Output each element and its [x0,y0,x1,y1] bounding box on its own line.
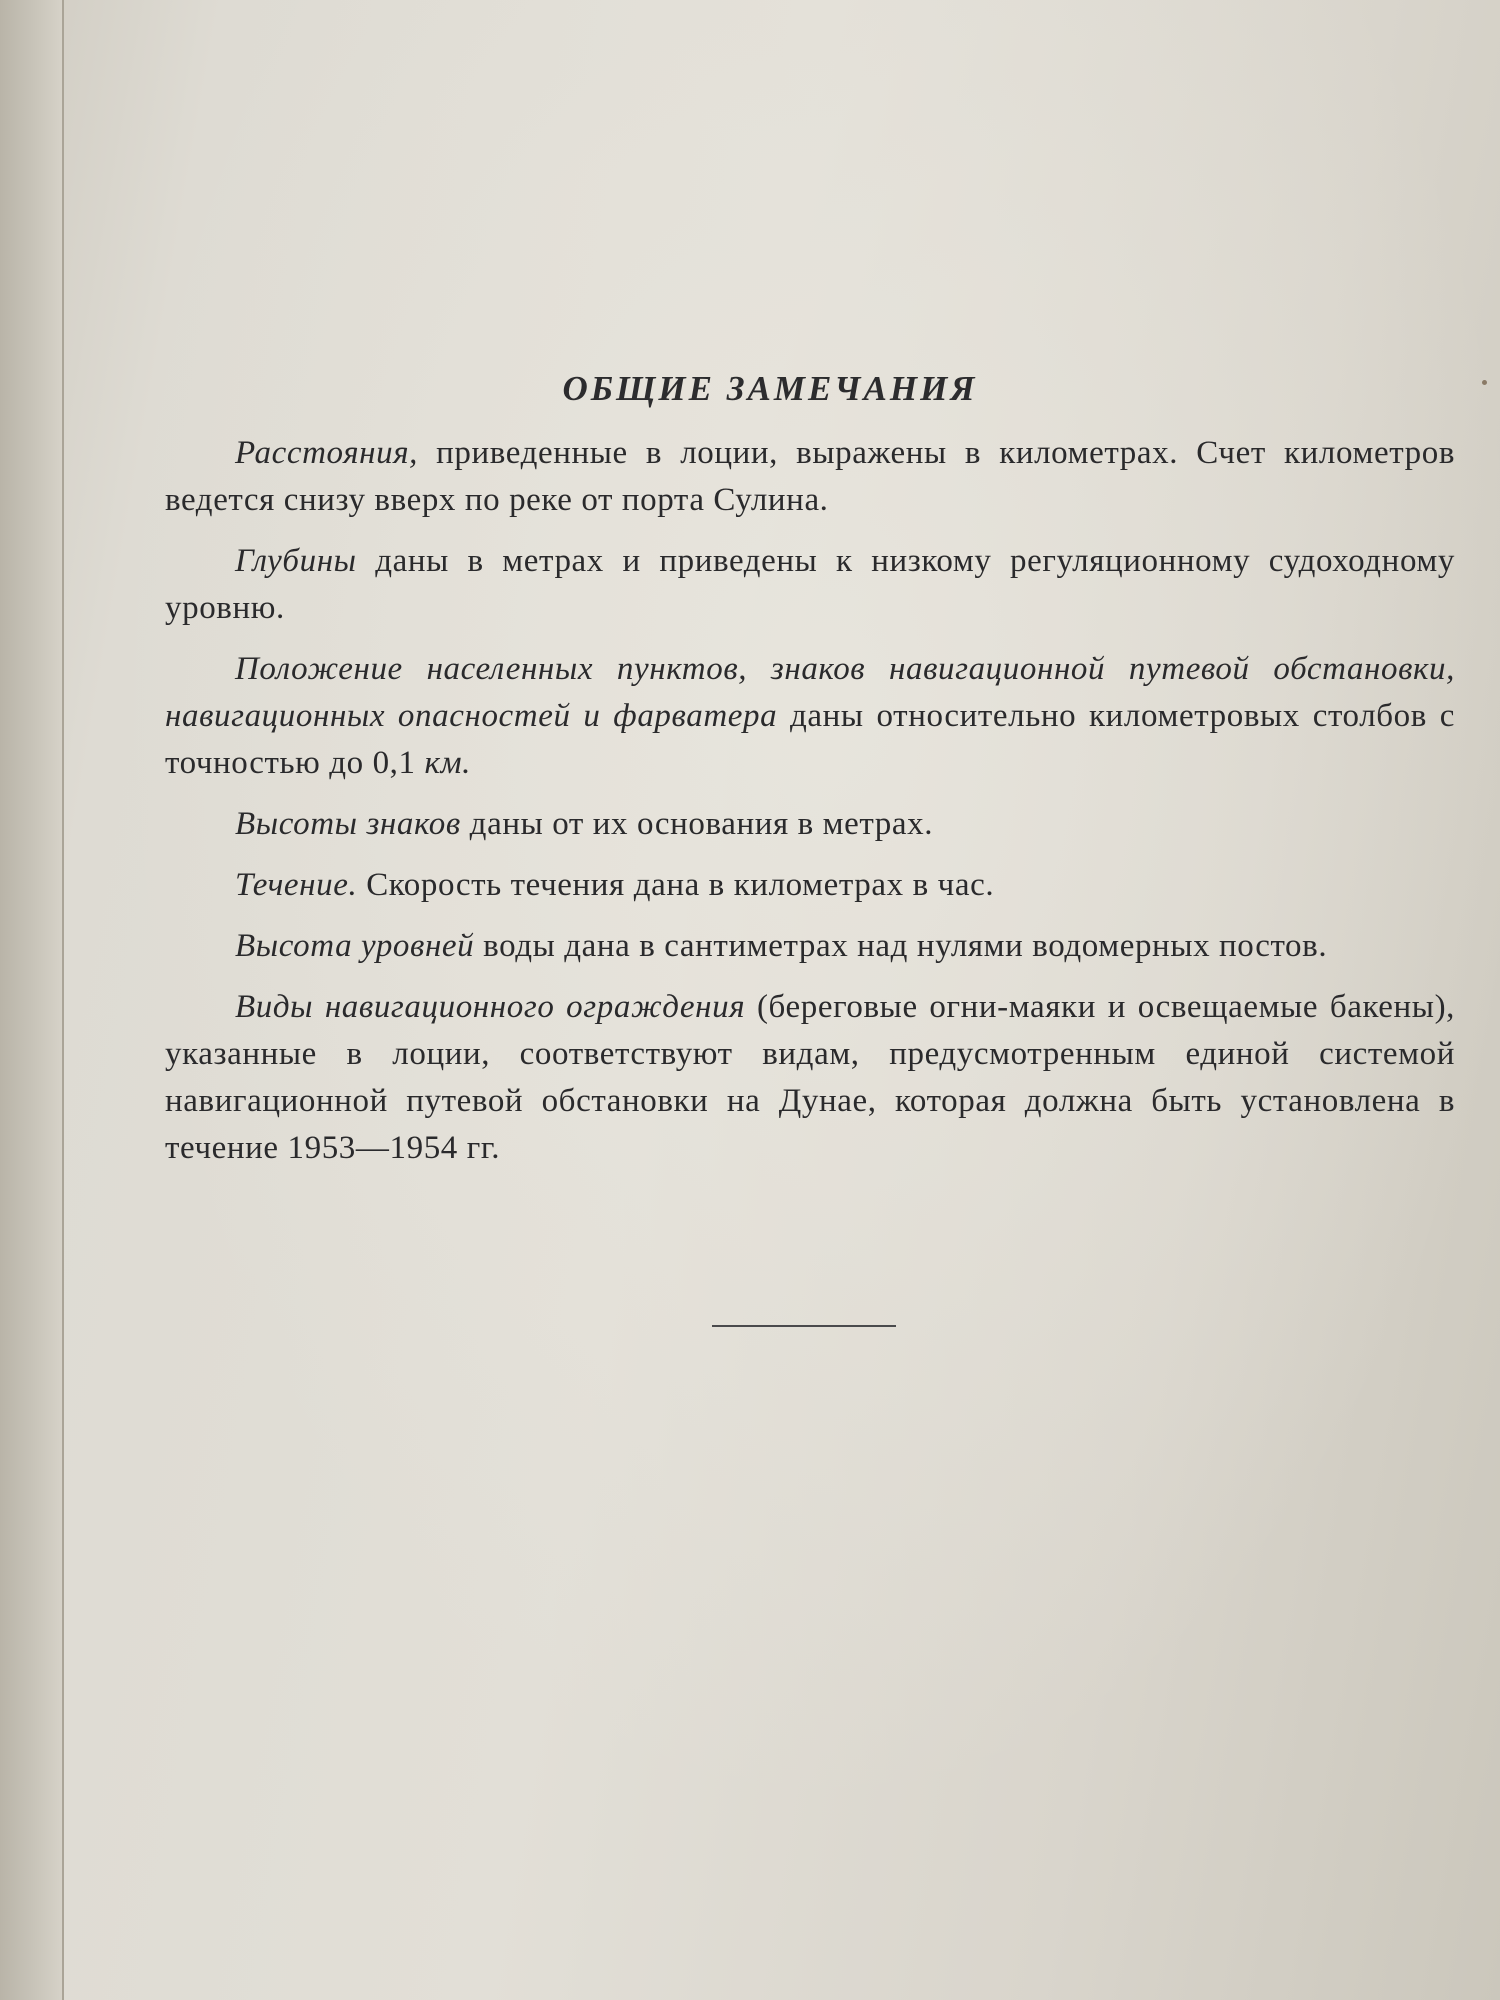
paragraph-text: приведенные в лоции, выражены в километрах. Счет километров ведется снизу вверх по реке от порта Сулина. [165,435,1455,518]
general-remarks-section [165,365,1455,1186]
paragraph-lead: Глубины [235,543,357,579]
paragraph-lead: Виды навигационного ограждения [235,989,746,1025]
paragraph-depths [165,538,1455,632]
paragraph-distances [165,430,1455,524]
paragraph-lead: Расстояния, [235,435,418,471]
paragraph-lead: Высоты знаков [235,806,461,842]
unit-km: км. [424,745,472,781]
page-gutter [0,0,62,2000]
paragraph-positions [165,646,1455,787]
paragraph-text: Скорость течения дана в километрах в час. [357,867,995,903]
paragraph-lead: Положение населенных пунктов, знаков навигационной путевой обстановки, навигационных опасностей и фарватера [165,651,1455,734]
section-divider [712,1325,896,1327]
paragraph-text: (береговые огни-маяки и освещаемые бакены), указанные в лоции, соответствуют видам, предусмотренным единой системой навигационной путевой обстановки на Дунае, которая должна быть установлена в течение 1953—1954 гг. [165,989,1456,1166]
paragraph-lead: Высота уровней [235,928,475,964]
paragraph-text: воды дана в сантиметрах над нулями водомерных постов. [474,928,1328,964]
paragraph-text: даны в метрах и приведены к низкому регуляционному судоходному уровню. [165,543,1455,626]
paragraph-navigation-lights [165,984,1455,1172]
paragraph-text: даны относительно километровых столбов с точностью до 0,1 [165,698,1455,781]
paragraph-text: даны от их основания в метрах. [460,806,934,842]
section-heading: ОБЩИЕ ЗАМЕЧАНИЯ [562,369,978,408]
paragraph-water-levels [165,923,1455,970]
paragraph-sign-heights [165,801,1455,848]
paragraph-current [165,862,1455,909]
paragraph-lead: Течение. [235,867,358,903]
paper-speck [1482,380,1487,385]
gutter-fold-line [62,0,64,2000]
